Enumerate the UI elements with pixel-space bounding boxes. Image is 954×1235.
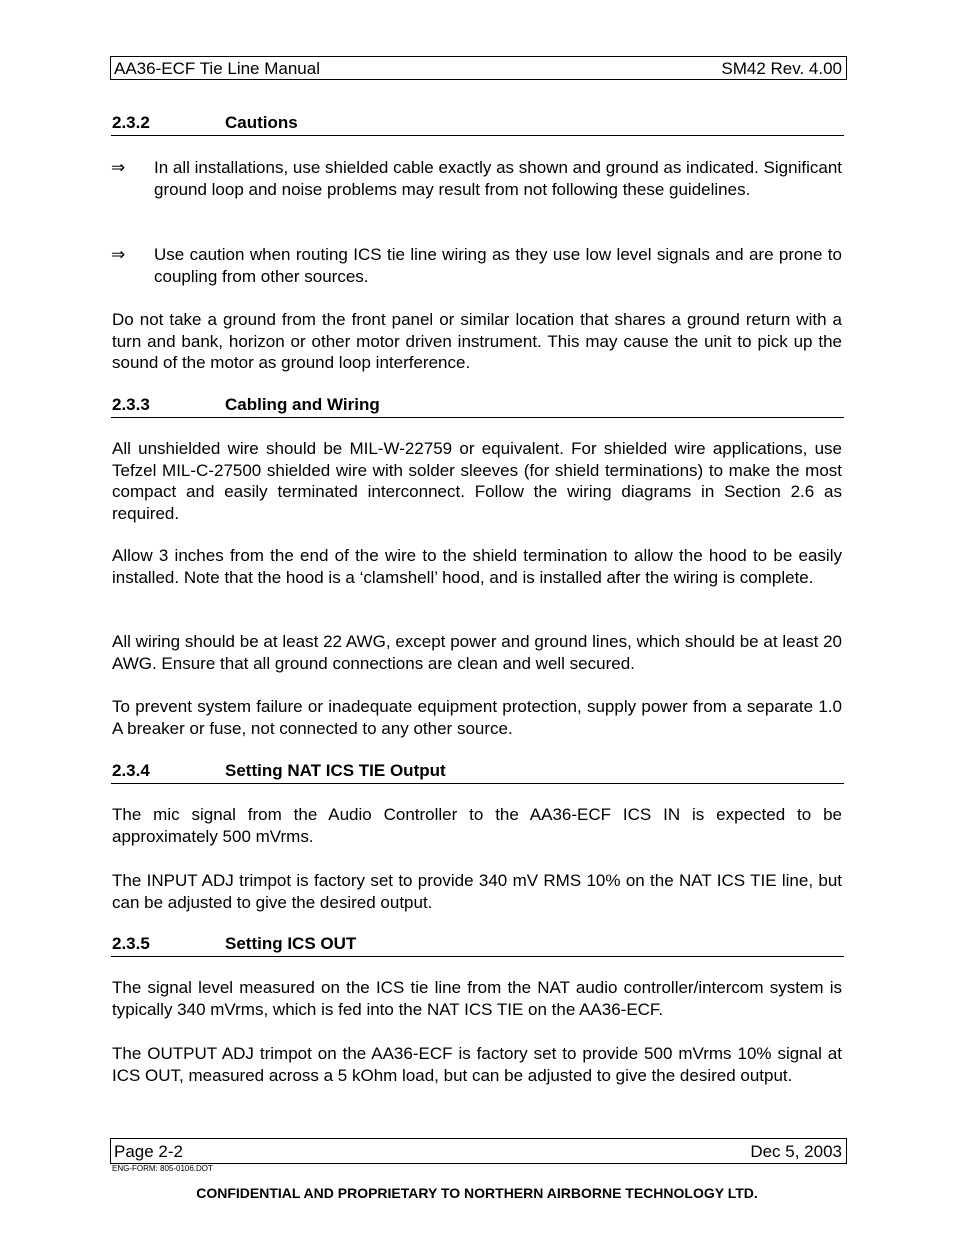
form-id: ENG-FORM: 805-0106.DOT (112, 1164, 213, 1173)
page-number: Page 2-2 (114, 1142, 183, 1161)
paragraph: All wiring should be at least 22 AWG, except power and ground lines, which should be at least 20 AWG. Ensure that all ground connections are clean and well secured. (112, 632, 842, 673)
page-footer (110, 1138, 847, 1164)
section-heading-2-3-3 (111, 395, 844, 418)
section-number: 2.3.4 (112, 761, 150, 780)
section-number: 2.3.3 (112, 395, 150, 414)
revision-label: SM42 Rev. 4.00 (721, 59, 842, 78)
paragraph: The mic signal from the Audio Controller to the AA36-ECF ICS IN is expected to be approximately 500 mVrms. (112, 805, 842, 846)
section-title: Setting NAT ICS TIE Output (225, 761, 446, 780)
bullet-text: Use caution when routing ICS tie line wiring as they use low level signals and are prone to coupling from other sources. (154, 245, 842, 286)
confidential-notice: CONFIDENTIAL AND PROPRIETARY TO NORTHERN AIRBORNE TECHNOLOGY LTD. (196, 1185, 758, 1201)
page-header (110, 56, 847, 80)
section-number: 2.3.5 (112, 934, 150, 953)
section-title: Setting ICS OUT (225, 934, 357, 953)
paragraph: To prevent system failure or inadequate equipment protection, supply power from a separate 1.0 A breaker or fuse, not connected to any other source. (112, 697, 842, 738)
section-title: Cautions (225, 113, 298, 132)
bullet-text: In all installations, use shielded cable exactly as shown and ground as indicated. Significant ground loop and noise problems may result from not following these guidelines. (154, 158, 842, 199)
paragraph: The INPUT ADJ trimpot is factory set to provide 340 mV RMS 10% on the NAT ICS TIE line, but can be adjusted to give the desired output. (112, 871, 842, 912)
section-title: Cabling and Wiring (225, 395, 380, 414)
manual-title: AA36-ECF Tie Line Manual (114, 59, 320, 78)
paragraph: Do not take a ground from the front panel or similar location that shares a ground return with a turn and bank, horizon or other motor driven instrument. This may cause the unit to pick up the sound of the motor as ground loop interference. (112, 310, 842, 373)
paragraph: All unshielded wire should be MIL-W-22759 or equivalent. For shielded wire applications, use Tefzel MIL-C-27500 shielded wire with solder sleeves (for shield terminations) to make the most compact and easily terminated interconnect. Follow the wiring diagrams in Section 2.6 as required. (112, 439, 842, 523)
paragraph: The OUTPUT ADJ trimpot on the AA36-ECF is factory set to provide 500 mVrms 10% signal at ICS OUT, measured across a 5 kOhm load, but can be adjusted to give the desired output. (112, 1044, 842, 1085)
implies-arrow-icon: ⇒ (111, 245, 126, 264)
section-heading-2-3-5 (111, 934, 844, 957)
document-date: Dec 5, 2003 (750, 1142, 842, 1161)
section-heading-2-3-4 (111, 761, 844, 784)
implies-arrow-icon: ⇒ (111, 158, 126, 177)
section-heading-2-3-2 (111, 113, 844, 136)
paragraph: The signal level measured on the ICS tie line from the NAT audio controller/intercom system is typically 340 mVrms, which is fed into the NAT ICS TIE on the AA36-ECF. (112, 978, 842, 1019)
section-number: 2.3.2 (112, 113, 150, 132)
paragraph: Allow 3 inches from the end of the wire to the shield termination to allow the hood to be easily installed. Note that the hood is a ‘clamshell’ hood, and is installed after the wiring is complete. (112, 546, 842, 587)
